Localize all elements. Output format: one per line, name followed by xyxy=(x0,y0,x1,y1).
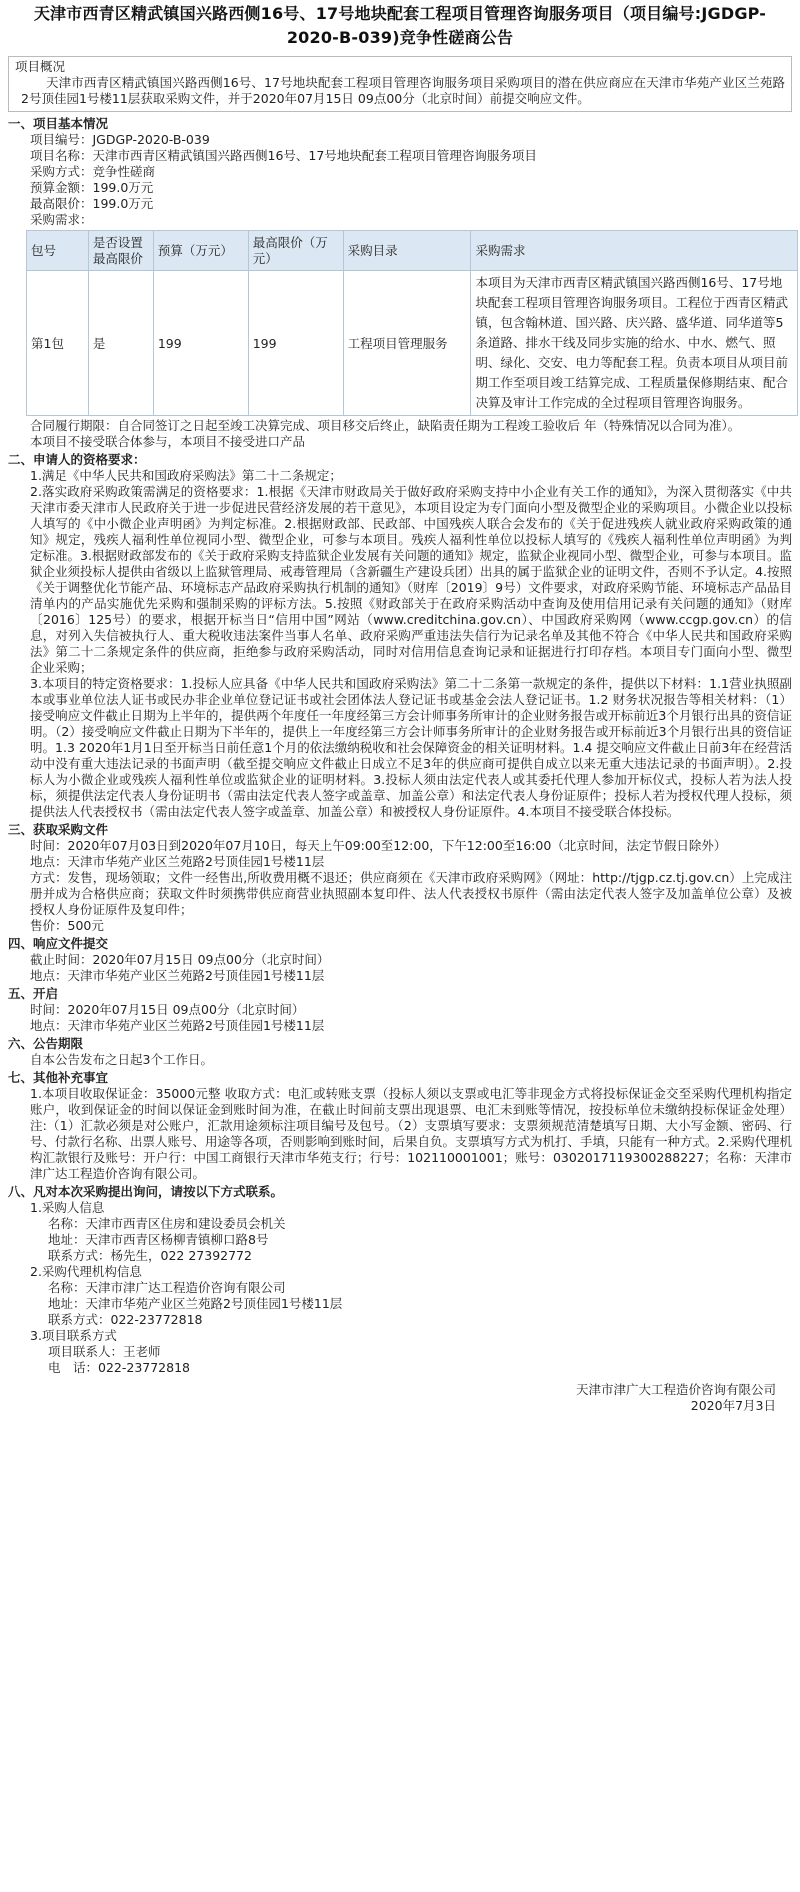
obtain-place: 地点：天津市华苑产业区兰苑路2号顶佳园1号楼11层 xyxy=(30,854,325,869)
section-3-heading: 三、获取采购文件 xyxy=(8,822,109,837)
th-budget: 预算（万元） xyxy=(153,231,248,271)
table-row xyxy=(27,271,798,416)
obtain-price: 售价：500元 xyxy=(30,918,104,933)
announcement-page xyxy=(0,2,800,1414)
project-contact-title: 3.项目联系方式 xyxy=(30,1328,117,1343)
requirements-table xyxy=(26,230,798,416)
section-2-heading: 二、申请人的资格要求： xyxy=(8,452,146,467)
section-6-heading: 六、公告期限 xyxy=(8,1036,84,1051)
cell-demand: 本项目为天津市西青区精武镇国兴路西侧16号、17号地块配套工程项目管理咨询服务项目。工程位于西青区精武镇，包含翰林道、国兴路、庆兴路、盛华道、同华道等5条道路、排水干线及同步实施的给水、中水、燃气、照明、绿化、交安、电力等配套工程。负责本项目从项目前期工作至项目竣工结算完成、工程质量保修期结束、配合决算及审计工作完成的全过程项目管理咨询服务。 xyxy=(471,271,798,416)
cell-package: 第1包 xyxy=(27,271,89,416)
contract-term: 合同履行期限：自合同签订之日起至竣工决算完成、项目移交后终止，缺陷责任期为工程竣工验收后 年（特殊情况以合同为准）。 xyxy=(30,418,741,433)
qualification-2: 2.落实政府采购政策需满足的资格要求：1.根据《天津市财政局关于做好政府采购支持中小企业有关工作的通知》，为深入贯彻落实《中共天津市委天津市人民政府关于进一步促进民营经济发展的若干意见》，本项目设定为专门面向小型及微型企业的采购项目。小微企业以投标人填写的《中小微企业声明函》为判定标准。2.根据财政部、民政部、中国残疾人联合会发布的《关于促进残疾人就业政府采购政策的通知》规定，残疾人福利性单位视同小型、微型企业，可参与本项目。残疾人福利性单位以投标人填写的《残疾人福利性单位声明函》为判定标准。3.根据财政部发布的《关于政府采购支持监狱企业发展有关问题的通知》规定，监狱企业视同小型、微型企业，可参与本项目。监狱企业须投标人提供由省级以上监狱管理局、戒毒管理局（含新疆生产建设兵团）出具的属于监狱企业的证明文件，否则不予认定。4.按照《关于调整优化节能产品、环境标志产品政府采购执行机制的通知》（财库〔2019〕9号）文件要求，对政府采购节能、环境标志产品品目清单内的产品实施优先采购和强制采购的评标方法。5.按照《财政部关于在政府采购活动中查询及使用信用记录有关问题的通知》（财库〔2016〕125号）的要求，根据开标当日“信用中国”网站（www.creditchina.gov.cn）、中国政府采购网（www.ccgp.gov.cn）的信息，对列入失信被执行人、重大税收违法案件当事人名单、政府采购严重违法失信行为记录名单及其他不符合《中华人民共和国政府采购法》第二十二条规定条件的供应商，拒绝参与政府采购活动，同时对信用信息查询记录和证据进行打印存档。本项目专门面向小型、微型企业采购； xyxy=(30,484,792,675)
qualification-3: 3.本项目的特定资格要求：1.投标人应具备《中华人民共和国政府采购法》第二十二条第一款规定的条件，提供以下材料：1.1营业执照副本或事业单位法人证书或民办非企业单位登记证书或社会团体法人登记证书或基金会法人登记证书。1.2 财务状况报告等相关材料：（1）接受响应文件截止日期为上半年的，提供两个年度任一年度经第三方会计师事务所审计的企业财务报告或开标前近3个月银行出具的资信证明。（2）接受响应文件截止日期为下半年的，提供上一年度经第三方会计师事务所审计的企业财务报告或开标前近3个月银行出具的资信证明。1.3 2020年1月1日至开标当日前任意1个月的依法缴纳税收和社会保障资金的相关证明材料。1.4 提交响应文件截止日前3年在经营活动中没有重大违法记录的书面声明（截至提交响应文件截止日成立不足3年的供应商可提供自成立以来无重大违法记录的书面声明）。2.投标人为小微企业或残疾人福利性单位或监狱企业的证明材料。3.投标人须由法定代表人或其委托代理人参加开标仪式，投标人若为法人投标，须提供法定代表人身份证明书（需由法定代表人签字或盖章、加盖公章）和法定代表人身份证原件；投标人若为授权代理人投标，须提供法人代表授权书（需由法定代表人签字或盖章、加盖公章）和被授权人身份证原件。4.本项目不接受联合体投标。 xyxy=(30,676,792,819)
overview-text: 天津市西青区精武镇国兴路西侧16号、17号地块配套工程项目管理咨询服务项目采购项目的潜在供应商应在天津市华苑产业区兰苑路2号顶佳园1号楼11层获取采购文件，并于2020年07月15日 09点00分（北京时间）前提交响应文件。 xyxy=(21,75,785,106)
th-catalog: 采购目录 xyxy=(343,231,471,271)
requirements-label: 采购需求： xyxy=(30,212,93,227)
th-max-price: 最高限价（万元） xyxy=(248,231,343,271)
procurement-method: 采购方式：竞争性磋商 xyxy=(30,164,156,179)
purchaser-title: 1.采购人信息 xyxy=(30,1200,105,1215)
cell-budget: 199 xyxy=(153,271,248,416)
project-name: 项目名称：天津市西青区精武镇国兴路西侧16号、17号地块配套工程项目管理咨询服务项目 xyxy=(30,148,537,163)
supplementary-text: 1.本项目收取保证金：35000元整 收取方式：电汇或转账支票（投标人须以支票或电汇等非现金方式将投标保证金交至采购代理机构指定账户，收到保证金的时间以保证金到账时间为准，在截止时间前支票出现退票、电汇未到账等情况，按投标单位未缴纳投标保证金处理）注:（1）汇款必须是对公账户，汇款用途须标注项目编号及包号。（2）支票填写要求：支票须规范清楚填写日期、大小写金额、密码、行号、付款行名称、出票人账号、用途等各项，否则影响到账时间，后果自负。支票填写方式为机打、手填，只能有一种方式。2.采购代理机构汇款银行及账号：开户行：中国工商银行天津市华苑支行；行号：102110001001；账号：0302017119300288227；名称：天津市津广达工程造价咨询有限公司。 xyxy=(30,1086,792,1181)
section-8-heading: 八、凡对本次采购提出询问，请按以下方式联系。 xyxy=(8,1184,284,1199)
th-has-max-price: 是否设置最高限价 xyxy=(88,231,153,271)
budget-amount: 预算金额：199.0万元 xyxy=(30,180,154,195)
cell-catalog: 工程项目管理服务 xyxy=(343,271,471,416)
table-header-row xyxy=(27,231,798,271)
section-7-heading: 七、其他补充事宜 xyxy=(8,1070,109,1085)
qualification-1: 1.满足《中华人民共和国政府采购法》第二十二条规定； xyxy=(30,468,342,483)
agency-title: 2.采购代理机构信息 xyxy=(30,1264,142,1279)
th-package: 包号 xyxy=(27,231,89,271)
signature-date: 2020年7月3日 xyxy=(690,1398,776,1413)
project-number: 项目编号：JGDGP-2020-B-039 xyxy=(30,132,210,147)
submit-place: 地点：天津市华苑产业区兰苑路2号顶佳园1号楼11层 xyxy=(30,968,325,983)
submit-deadline: 截止时间：2020年07月15日 09点00分（北京时间） xyxy=(30,952,330,967)
opening-time: 时间：2020年07月15日 09点00分（北京时间） xyxy=(30,1002,305,1017)
project-contact-person: 项目联系人：王老师 xyxy=(48,1344,161,1359)
purchaser-contact: 联系方式：杨先生，022 27392772 xyxy=(48,1248,252,1263)
agency-name: 名称：天津市津广达工程造价咨询有限公司 xyxy=(48,1280,286,1295)
overview-heading: 项目概况 xyxy=(15,59,66,74)
obtain-time: 时间：2020年07月03日到2020年07月10日，每天上午09:00至12:00，下午12:00至16:00（北京时间，法定节假日除外） xyxy=(30,838,727,853)
page-title: 天津市西青区精武镇国兴路西侧16号、17号地块配套工程项目管理咨询服务项目（项目编号:JGDGP-2020-B-039)竞争性磋商公告 xyxy=(33,4,767,47)
agency-address: 地址：天津市华苑产业区兰苑路2号顶佳园1号楼11层 xyxy=(48,1296,343,1311)
cell-max-price: 199 xyxy=(248,271,343,416)
section-5-heading: 五、开启 xyxy=(8,986,59,1001)
max-price: 最高限价：199.0万元 xyxy=(30,196,154,211)
cell-has-max-price: 是 xyxy=(88,271,153,416)
opening-place: 地点：天津市华苑产业区兰苑路2号顶佳园1号楼11层 xyxy=(30,1018,325,1033)
signature-org: 天津市津广大工程造价咨询有限公司 xyxy=(575,1382,776,1397)
section-4-heading: 四、响应文件提交 xyxy=(8,936,109,951)
agency-contact: 联系方式：022-23772818 xyxy=(48,1312,203,1327)
notice-period: 自本公告发布之日起3个工作日。 xyxy=(30,1052,213,1067)
purchaser-name: 名称：天津市西青区住房和建设委员会机关 xyxy=(48,1216,286,1231)
project-contact-phone: 电 话：022-23772818 xyxy=(48,1360,190,1375)
joint-bid-note: 本项目不接受联合体参与，本项目不接受进口产品 xyxy=(30,434,306,449)
obtain-method: 方式：发售，现场领取；文件一经售出,所收费用概不退还；供应商须在《天津市政府采购网》（网址：http://tjgp.cz.tj.gov.cn）上完成注册并成为合格供应商；获取文件时须携带供应商营业执照副本复印件、法人代表授权书原件（需由法定代表人签字及加盖单位公章）及被授权人身份证原件及复印件； xyxy=(30,870,792,917)
overview-box xyxy=(8,56,792,112)
section-1-heading: 一、项目基本情况 xyxy=(8,116,109,131)
th-demand: 采购需求 xyxy=(471,231,798,271)
purchaser-address: 地址：天津市西青区杨柳青镇柳口路8号 xyxy=(48,1232,269,1247)
